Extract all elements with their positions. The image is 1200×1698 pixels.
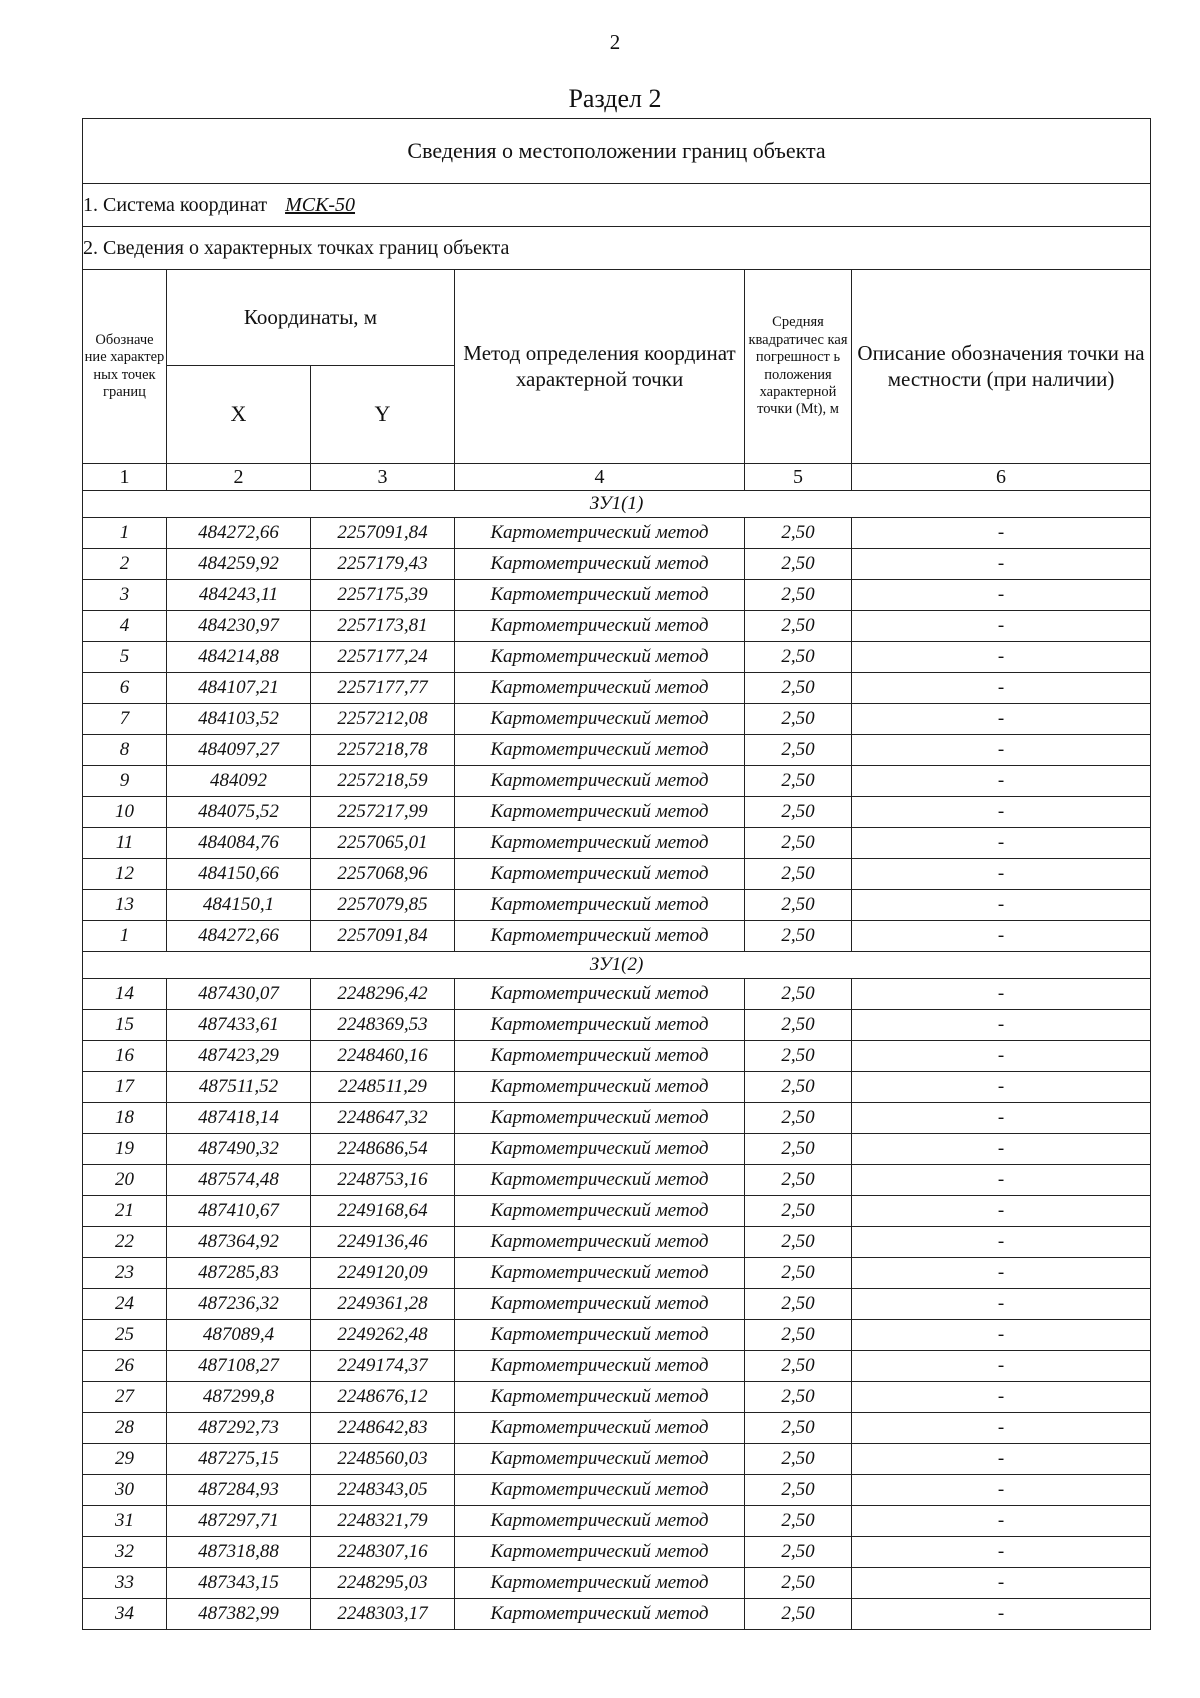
accuracy-cell: 2,50	[745, 828, 852, 859]
y-coordinate-cell: 2257179,43	[311, 549, 455, 580]
description-cell: -	[852, 1413, 1151, 1444]
table-row	[83, 1351, 1151, 1382]
description-cell: -	[852, 1165, 1151, 1196]
point-number-cell: 5	[83, 642, 167, 673]
y-coordinate-cell: 2249262,48	[311, 1320, 455, 1351]
method-cell: Картометрический метод	[455, 1599, 745, 1630]
description-cell: -	[852, 921, 1151, 952]
x-coordinate-cell: 484272,66	[167, 518, 311, 549]
accuracy-cell: 2,50	[745, 890, 852, 921]
y-coordinate-cell: 2257218,59	[311, 766, 455, 797]
y-coordinate-cell: 2257079,85	[311, 890, 455, 921]
accuracy-cell: 2,50	[745, 1010, 852, 1041]
description-cell: -	[852, 1258, 1151, 1289]
description-cell: -	[852, 1506, 1151, 1537]
accuracy-cell: 2,50	[745, 1134, 852, 1165]
accuracy-cell: 2,50	[745, 1351, 852, 1382]
section-title-cell: ЗУ1(2)	[83, 952, 1151, 979]
y-coordinate-cell: 2257212,08	[311, 704, 455, 735]
y-coordinate-cell: 2248307,16	[311, 1537, 455, 1568]
point-number-cell: 10	[83, 797, 167, 828]
column-number: 1	[83, 464, 167, 491]
point-number-cell: 30	[83, 1475, 167, 1506]
table-row	[83, 611, 1151, 642]
description-cell: -	[852, 1103, 1151, 1134]
x-coordinate-cell: 484150,66	[167, 859, 311, 890]
x-coordinate-cell: 484075,52	[167, 797, 311, 828]
page-number: 2	[609, 30, 621, 54]
x-coordinate-cell: 484272,66	[167, 921, 311, 952]
description-cell: -	[852, 1351, 1151, 1382]
table-heading-row	[83, 119, 1151, 184]
table-row	[83, 1475, 1151, 1506]
x-coordinate-cell: 484097,27	[167, 735, 311, 766]
table-row	[83, 549, 1151, 580]
point-number-cell: 1	[83, 921, 167, 952]
description-cell: -	[852, 735, 1151, 766]
accuracy-cell: 2,50	[745, 1444, 852, 1475]
method-cell: Картометрический метод	[455, 797, 745, 828]
x-coordinate-cell: 487430,07	[167, 979, 311, 1010]
description-cell: -	[852, 1072, 1151, 1103]
x-coordinate-cell: 487108,27	[167, 1351, 311, 1382]
y-coordinate-cell: 2249120,09	[311, 1258, 455, 1289]
y-coordinate-cell: 2248321,79	[311, 1506, 455, 1537]
accuracy-cell: 2,50	[745, 1227, 852, 1258]
point-number-cell: 2	[83, 549, 167, 580]
y-coordinate-cell: 2248686,54	[311, 1134, 455, 1165]
column-number: 2	[167, 464, 311, 491]
method-cell: Картометрический метод	[455, 1568, 745, 1599]
point-number-cell: 9	[83, 766, 167, 797]
column-numbers-row	[83, 464, 1151, 491]
description-cell: -	[852, 766, 1151, 797]
x-coordinate-cell: 484092	[167, 766, 311, 797]
description-cell: -	[852, 549, 1151, 580]
method-cell: Картометрический метод	[455, 921, 745, 952]
table-row	[83, 1134, 1151, 1165]
method-cell: Картометрический метод	[455, 1289, 745, 1320]
method-cell: Картометрический метод	[455, 673, 745, 704]
point-number-cell: 31	[83, 1506, 167, 1537]
table-row	[83, 1258, 1151, 1289]
method-cell: Картометрический метод	[455, 1475, 745, 1506]
x-coordinate-cell: 487275,15	[167, 1444, 311, 1475]
coordinate-system-label: 1. Система координат	[83, 193, 268, 216]
x-coordinate-cell: 487364,92	[167, 1227, 311, 1258]
point-number-cell: 4	[83, 611, 167, 642]
accuracy-cell: 2,50	[745, 1165, 852, 1196]
accuracy-cell: 2,50	[745, 1072, 852, 1103]
x-coordinate-cell: 487297,71	[167, 1506, 311, 1537]
table-row	[83, 1413, 1151, 1444]
point-number-cell: 8	[83, 735, 167, 766]
table-row	[83, 859, 1151, 890]
y-coordinate-cell: 2248296,42	[311, 979, 455, 1010]
table-row	[83, 1599, 1151, 1630]
y-coordinate-cell: 2248295,03	[311, 1568, 455, 1599]
method-cell: Картометрический метод	[455, 1382, 745, 1413]
description-cell: -	[852, 979, 1151, 1010]
point-number-cell: 23	[83, 1258, 167, 1289]
description-cell: -	[852, 890, 1151, 921]
description-cell: -	[852, 1568, 1151, 1599]
description-cell: -	[852, 611, 1151, 642]
table-row	[83, 704, 1151, 735]
accuracy-cell: 2,50	[745, 1475, 852, 1506]
x-coordinate-cell: 487574,48	[167, 1165, 311, 1196]
method-cell: Картометрический метод	[455, 1351, 745, 1382]
column-number: 4	[455, 464, 745, 491]
accuracy-cell: 2,50	[745, 1599, 852, 1630]
y-coordinate-cell: 2248303,17	[311, 1599, 455, 1630]
point-number-cell: 16	[83, 1041, 167, 1072]
accuracy-cell: 2,50	[745, 580, 852, 611]
x-coordinate-cell: 487285,83	[167, 1258, 311, 1289]
method-cell: Картометрический метод	[455, 1506, 745, 1537]
point-number-cell: 28	[83, 1413, 167, 1444]
table-row	[83, 1072, 1151, 1103]
method-cell: Картометрический метод	[455, 1165, 745, 1196]
accuracy-cell: 2,50	[745, 979, 852, 1010]
y-coordinate-cell: 2257173,81	[311, 611, 455, 642]
method-cell: Картометрический метод	[455, 1072, 745, 1103]
accuracy-cell: 2,50	[745, 1041, 852, 1072]
x-coordinate-cell: 484243,11	[167, 580, 311, 611]
description-cell: -	[852, 1320, 1151, 1351]
table-row	[83, 642, 1151, 673]
y-coordinate-cell: 2257068,96	[311, 859, 455, 890]
accuracy-cell: 2,50	[745, 673, 852, 704]
accuracy-cell: 2,50	[745, 766, 852, 797]
header-y: Y	[311, 366, 455, 464]
column-number: 6	[852, 464, 1151, 491]
section-row	[83, 491, 1151, 518]
description-cell: -	[852, 1382, 1151, 1413]
table-row	[83, 921, 1151, 952]
x-coordinate-cell: 484084,76	[167, 828, 311, 859]
description-cell: -	[852, 580, 1151, 611]
y-coordinate-cell: 2257091,84	[311, 921, 455, 952]
y-coordinate-cell: 2248642,83	[311, 1413, 455, 1444]
point-number-cell: 22	[83, 1227, 167, 1258]
header-row-1	[83, 270, 1151, 366]
accuracy-cell: 2,50	[745, 1196, 852, 1227]
table-row	[83, 1010, 1151, 1041]
method-cell: Картометрический метод	[455, 549, 745, 580]
point-number-cell: 18	[83, 1103, 167, 1134]
y-coordinate-cell: 2257065,01	[311, 828, 455, 859]
point-number-cell: 26	[83, 1351, 167, 1382]
x-coordinate-cell: 487423,29	[167, 1041, 311, 1072]
x-coordinate-cell: 487490,32	[167, 1134, 311, 1165]
y-coordinate-cell: 2257091,84	[311, 518, 455, 549]
method-cell: Картометрический метод	[455, 704, 745, 735]
description-cell: -	[852, 642, 1151, 673]
y-coordinate-cell: 2248460,16	[311, 1041, 455, 1072]
x-coordinate-cell: 484107,21	[167, 673, 311, 704]
description-cell: -	[852, 1289, 1151, 1320]
table-row	[83, 1165, 1151, 1196]
method-cell: Картометрический метод	[455, 766, 745, 797]
x-coordinate-cell: 487299,8	[167, 1382, 311, 1413]
x-coordinate-cell: 487410,67	[167, 1196, 311, 1227]
table-row	[83, 1227, 1151, 1258]
point-number-cell: 20	[83, 1165, 167, 1196]
table-row	[83, 1196, 1151, 1227]
method-cell: Картометрический метод	[455, 580, 745, 611]
description-cell: -	[852, 797, 1151, 828]
x-coordinate-cell: 487284,93	[167, 1475, 311, 1506]
header-description: Описание обозначения точки на местности (при наличии)	[852, 270, 1151, 464]
table-row	[83, 580, 1151, 611]
point-number-cell: 13	[83, 890, 167, 921]
method-cell: Картометрический метод	[455, 1134, 745, 1165]
accuracy-cell: 2,50	[745, 1320, 852, 1351]
y-coordinate-cell: 2249174,37	[311, 1351, 455, 1382]
y-coordinate-cell: 2248560,03	[311, 1444, 455, 1475]
header-accuracy: Средняя квадратичес кая погрешност ь положения характерной точки (Mt), м	[745, 270, 852, 464]
x-coordinate-cell: 487343,15	[167, 1568, 311, 1599]
table-row	[83, 1444, 1151, 1475]
x-coordinate-cell: 484259,92	[167, 549, 311, 580]
method-cell: Картометрический метод	[455, 1537, 745, 1568]
description-cell: -	[852, 859, 1151, 890]
point-number-cell: 3	[83, 580, 167, 611]
points-info-row	[83, 227, 1151, 270]
x-coordinate-cell: 487418,14	[167, 1103, 311, 1134]
method-cell: Картометрический метод	[455, 518, 745, 549]
point-number-cell: 33	[83, 1568, 167, 1599]
points-info-label: 2. Сведения о характерных точках границ объекта	[83, 227, 1151, 270]
point-number-cell: 12	[83, 859, 167, 890]
accuracy-cell: 2,50	[745, 642, 852, 673]
table-row	[83, 979, 1151, 1010]
point-number-cell: 32	[83, 1537, 167, 1568]
y-coordinate-cell: 2257177,77	[311, 673, 455, 704]
point-number-cell: 21	[83, 1196, 167, 1227]
accuracy-cell: 2,50	[745, 859, 852, 890]
y-coordinate-cell: 2248647,32	[311, 1103, 455, 1134]
header-point-designation: Обозначе ние характер ных точек границ	[83, 270, 167, 464]
point-number-cell: 19	[83, 1134, 167, 1165]
y-coordinate-cell: 2257218,78	[311, 735, 455, 766]
point-number-cell: 34	[83, 1599, 167, 1630]
description-cell: -	[852, 1475, 1151, 1506]
y-coordinate-cell: 2257175,39	[311, 580, 455, 611]
description-cell: -	[852, 828, 1151, 859]
coordinate-system	[83, 184, 1151, 227]
point-number-cell: 25	[83, 1320, 167, 1351]
header-x: X	[167, 366, 311, 464]
coordinate-system-value: МСК-50	[285, 193, 356, 216]
table-row	[83, 766, 1151, 797]
method-cell: Картометрический метод	[455, 1444, 745, 1475]
y-coordinate-cell: 2248676,12	[311, 1382, 455, 1413]
x-coordinate-cell: 487089,4	[167, 1320, 311, 1351]
point-number-cell: 11	[83, 828, 167, 859]
accuracy-cell: 2,50	[745, 797, 852, 828]
method-cell: Картометрический метод	[455, 611, 745, 642]
accuracy-cell: 2,50	[745, 1103, 852, 1134]
method-cell: Картометрический метод	[455, 642, 745, 673]
point-number-cell: 1	[83, 518, 167, 549]
table-row	[83, 1320, 1151, 1351]
accuracy-cell: 2,50	[745, 1506, 852, 1537]
method-cell: Картометрический метод	[455, 1103, 745, 1134]
table-row	[83, 1041, 1151, 1072]
accuracy-cell: 2,50	[745, 1537, 852, 1568]
x-coordinate-cell: 487382,99	[167, 1599, 311, 1630]
accuracy-cell: 2,50	[745, 1382, 852, 1413]
method-cell: Картометрический метод	[455, 1258, 745, 1289]
description-cell: -	[852, 704, 1151, 735]
coordinate-system-row	[83, 184, 1151, 227]
description-cell: -	[852, 673, 1151, 704]
table-row	[83, 797, 1151, 828]
accuracy-cell: 2,50	[745, 921, 852, 952]
description-cell: -	[852, 1599, 1151, 1630]
accuracy-cell: 2,50	[745, 611, 852, 642]
y-coordinate-cell: 2257217,99	[311, 797, 455, 828]
table-row	[83, 518, 1151, 549]
boundary-points-table	[82, 118, 1151, 1630]
x-coordinate-cell: 487236,32	[167, 1289, 311, 1320]
x-coordinate-cell: 484230,97	[167, 611, 311, 642]
description-cell: -	[852, 1444, 1151, 1475]
y-coordinate-cell: 2257177,24	[311, 642, 455, 673]
section-title-cell: ЗУ1(1)	[83, 491, 1151, 518]
accuracy-cell: 2,50	[745, 1568, 852, 1599]
method-cell: Картометрический метод	[455, 979, 745, 1010]
method-cell: Картометрический метод	[455, 1196, 745, 1227]
point-number-cell: 7	[83, 704, 167, 735]
description-cell: -	[852, 1537, 1151, 1568]
section-row	[83, 952, 1151, 979]
method-cell: Картометрический метод	[455, 1320, 745, 1351]
description-cell: -	[852, 1196, 1151, 1227]
description-cell: -	[852, 518, 1151, 549]
column-number: 5	[745, 464, 852, 491]
accuracy-cell: 2,50	[745, 1289, 852, 1320]
x-coordinate-cell: 487292,73	[167, 1413, 311, 1444]
method-cell: Картометрический метод	[455, 890, 745, 921]
accuracy-cell: 2,50	[745, 735, 852, 766]
method-cell: Картометрический метод	[455, 1041, 745, 1072]
x-coordinate-cell: 484103,52	[167, 704, 311, 735]
method-cell: Картометрический метод	[455, 1227, 745, 1258]
method-cell: Картометрический метод	[455, 828, 745, 859]
y-coordinate-cell: 2248753,16	[311, 1165, 455, 1196]
table-row	[83, 1289, 1151, 1320]
table-row	[83, 1506, 1151, 1537]
accuracy-cell: 2,50	[745, 1413, 852, 1444]
point-number-cell: 14	[83, 979, 167, 1010]
accuracy-cell: 2,50	[745, 518, 852, 549]
description-cell: -	[852, 1227, 1151, 1258]
point-number-cell: 29	[83, 1444, 167, 1475]
accuracy-cell: 2,50	[745, 549, 852, 580]
table-row	[83, 1103, 1151, 1134]
x-coordinate-cell: 487318,88	[167, 1537, 311, 1568]
method-cell: Картометрический метод	[455, 859, 745, 890]
x-coordinate-cell: 487433,61	[167, 1010, 311, 1041]
point-number-cell: 17	[83, 1072, 167, 1103]
table-row	[83, 1382, 1151, 1413]
header-coordinates: Координаты, м	[167, 270, 455, 366]
table-row	[83, 735, 1151, 766]
accuracy-cell: 2,50	[745, 704, 852, 735]
y-coordinate-cell: 2249361,28	[311, 1289, 455, 1320]
column-number: 3	[311, 464, 455, 491]
y-coordinate-cell: 2249168,64	[311, 1196, 455, 1227]
table-row	[83, 1537, 1151, 1568]
method-cell: Картометрический метод	[455, 1413, 745, 1444]
header-method: Метод определения координат характерной точки	[455, 270, 745, 464]
table-heading: Сведения о местоположении границ объекта	[83, 119, 1151, 184]
point-number-cell: 27	[83, 1382, 167, 1413]
accuracy-cell: 2,50	[745, 1258, 852, 1289]
y-coordinate-cell: 2248511,29	[311, 1072, 455, 1103]
description-cell: -	[852, 1041, 1151, 1072]
y-coordinate-cell: 2248343,05	[311, 1475, 455, 1506]
point-number-cell: 24	[83, 1289, 167, 1320]
description-cell: -	[852, 1010, 1151, 1041]
method-cell: Картометрический метод	[455, 735, 745, 766]
x-coordinate-cell: 484214,88	[167, 642, 311, 673]
x-coordinate-cell: 484150,1	[167, 890, 311, 921]
table-row	[83, 673, 1151, 704]
y-coordinate-cell: 2249136,46	[311, 1227, 455, 1258]
y-coordinate-cell: 2248369,53	[311, 1010, 455, 1041]
table-row	[83, 828, 1151, 859]
point-number-cell: 6	[83, 673, 167, 704]
point-number-cell: 15	[83, 1010, 167, 1041]
description-cell: -	[852, 1134, 1151, 1165]
x-coordinate-cell: 487511,52	[167, 1072, 311, 1103]
method-cell: Картометрический метод	[455, 1010, 745, 1041]
table-row	[83, 1568, 1151, 1599]
section-title: Раздел 2	[568, 84, 662, 113]
table-row	[83, 890, 1151, 921]
